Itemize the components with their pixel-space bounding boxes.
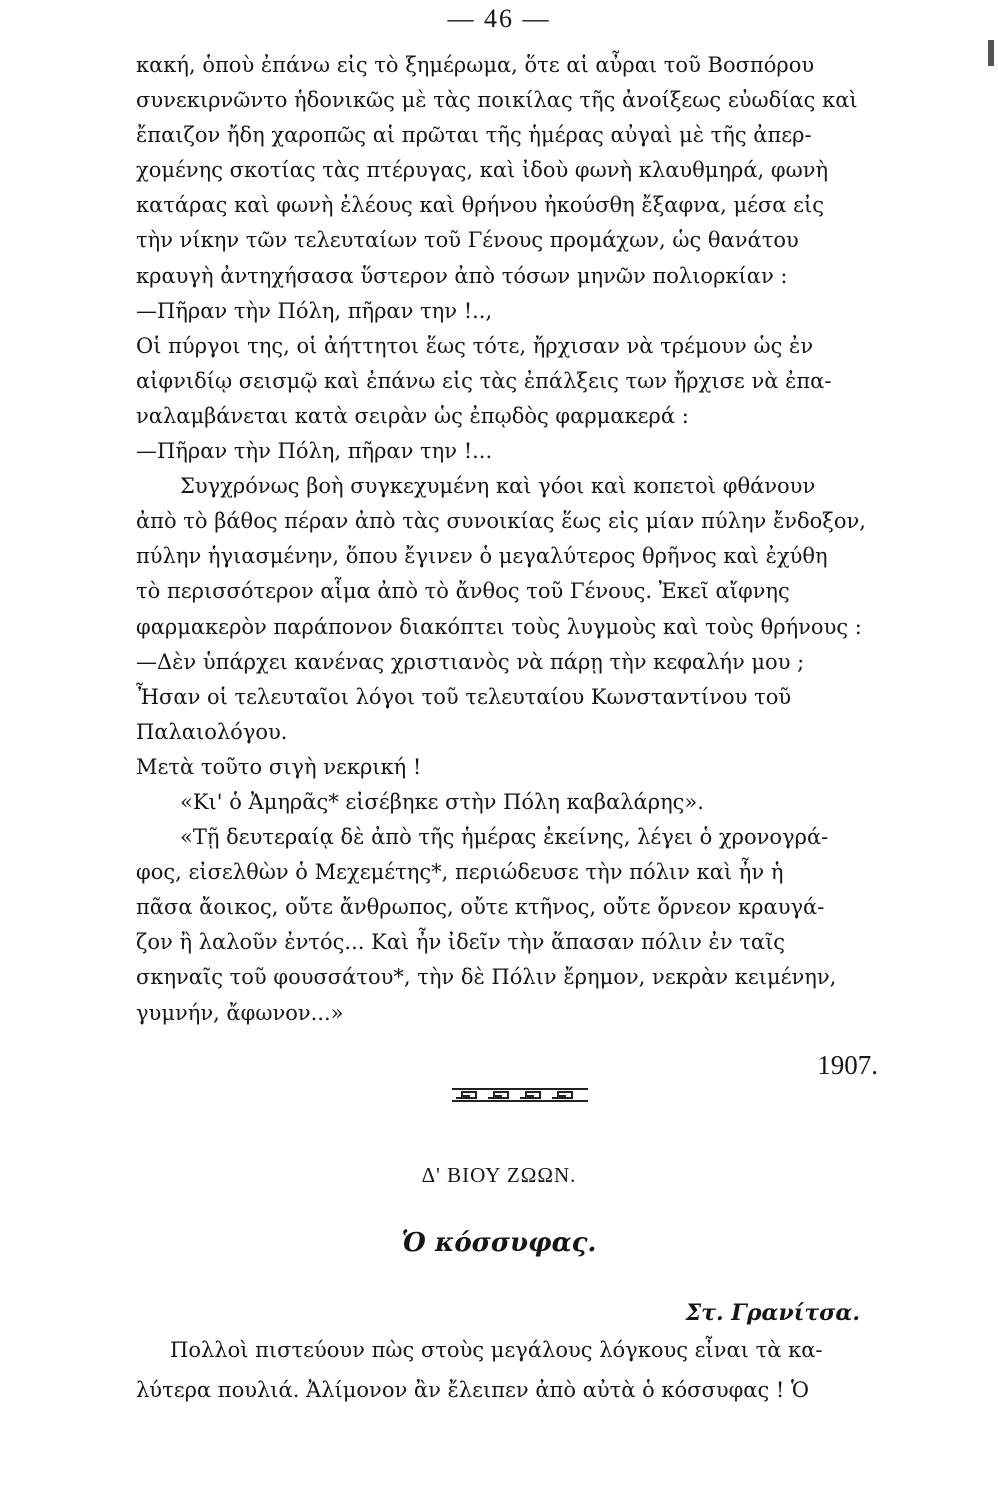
- text-line: γυμνήν, ἄφωνον...»: [136, 1000, 344, 1025]
- text-line: Παλαιολόγου.: [136, 719, 288, 744]
- text-line: Οἱ πύργοι της, οἱ ἀήττητοι ἕως τότε, ἤρχισαν νὰ τρέμουν ὡς ἐν: [136, 333, 814, 358]
- text-line: Πολλοὶ πιστεύουν πὼς στοὺς μεγάλους λόγκους εἶναι τὰ κα-: [170, 1338, 823, 1362]
- text-line: Ἦσαν οἱ τελευταῖοι λόγοι τοῦ τελευταίου Κωνσταντίνου τοῦ: [136, 684, 792, 709]
- text-line: ἔπαιζον ἤδη χαροπῶς αἱ πρῶται τῆς ἡμέρας αὐγαὶ μὲ τῆς ἀπερ-: [136, 123, 812, 148]
- text-line: κατάρας καὶ φωνὴ ἐλέους καὶ θρήνου ἠκούσθη ἔξαφνα, μέσα εἰς: [136, 193, 825, 218]
- author-name: Στ. Γρανίτσα.: [685, 1300, 860, 1326]
- text-line: σκηναῖς τοῦ φουσσάτου*, τὴν δὲ Πόλιν ἔρημον, νεκρὰν κειμένην,: [136, 965, 837, 990]
- text-line: Μετὰ τοῦτο σιγὴ νεκρική !: [136, 754, 422, 779]
- text-line: χομένης σκοτίας τὰς πτέρυγας, καὶ ἰδοὺ φωνὴ κλαυθμηρά, φωνὴ: [136, 158, 829, 183]
- text-line: κακή, ὁποὺ ἐπάνω εἰς τὸ ξημέρωμα, ὅτε αἱ αὖραι τοῦ Βοσπόρου: [136, 53, 815, 77]
- text-line: —Πῆραν τὴν Πόλη, πῆραν την !...: [136, 439, 493, 464]
- text-line: φαρμακερὸν παράπονον διακόπτει τοὺς λυγμοὺς καὶ τοὺς θρήνους :: [136, 614, 862, 639]
- text-line: φος, εἰσελθὼν ὁ Μεχεμέτης*, περιώδευσε τὴν πόλιν καὶ ἦν ἡ: [136, 860, 784, 885]
- text-line: λύτερα πουλιά. Ἀλίμονον ἂν ἔλειπεν ἀπὸ αὐτὰ ὁ κόσσυφας ! Ὁ: [136, 1378, 810, 1402]
- text-line: αἰφνιδίῳ σεισμῷ καὶ ἐπάνω εἰς τὰς ἐπάλξεις των ἤρχισε νὰ ἐπα-: [136, 368, 832, 393]
- text-line: ναλαμβάνεται κατὰ σειρὰν ὡς ἐπῳδὸς φαρμακερά :: [136, 403, 689, 428]
- text-line: «Κι' ὁ Ἀμηρᾶς* εἰσέβηκε στὴν Πόλη καβαλάρης».: [180, 789, 704, 814]
- edge-mark: [988, 40, 994, 66]
- text-line: «Τῇ δευτεραίᾳ δὲ ἀπὸ τῆς ἡμέρας ἐκείνης, λέγει ὁ χρονογρά-: [180, 825, 829, 850]
- text-line: ἀπὸ τὸ βάθος πέραν ἀπὸ τὰς συνοικίας ἕως εἰς μίαν πύλην ἔνδοξον,: [136, 509, 866, 534]
- section-heading: Δ' ΒΙΟΥ ΖΩΩΝ.: [421, 1163, 577, 1187]
- text-line: κραυγὴ ἀντηχήσασα ὕστερον ἀπὸ τόσων μηνῶν πολιορκίαν :: [136, 263, 788, 288]
- article-title: Ὁ κόσσυφας.: [401, 1228, 597, 1258]
- text-line: —Πῆραν τὴν Πόλη, πῆραν την !..,: [136, 298, 493, 323]
- text-line: —Δὲν ὑπάρχει κανένας χριστιανὸς νὰ πάρῃ τὴν κεφαλήν μου ;: [136, 649, 805, 674]
- article-opening: [136, 1322, 910, 1410]
- date: 1907.: [817, 1050, 878, 1080]
- text-line: τὴν νίκην τῶν τελευταίων τοῦ Γένους προμάχων, ὡς θανάτου: [136, 228, 799, 253]
- page-number: — 46 —: [447, 4, 551, 33]
- text-line: πύλην ἡγιασμένην, ὅπου ἔγινεν ὁ μεγαλύτερος θρῆνος καὶ ἐχύθη: [136, 544, 828, 569]
- main-text: [136, 48, 926, 1031]
- text-line: Συγχρόνως βοὴ συγκεχυμένη καὶ γόοι καὶ κοπετοὶ φθάνουν: [180, 474, 816, 499]
- text-line: πᾶσα ἄοικος, οὔτε ἄνθρωπος, οὔτε κτῆνος, οὔτε ὄρνεον κραυγά-: [136, 895, 825, 920]
- greek-key-ornament: [452, 1087, 588, 1103]
- text-line: συνεκιρνῶντο ἡδονικῶς μὲ τὰς ποικίλας τῆς ἀνοίξεως εὐωδίας καὶ: [136, 88, 858, 113]
- text-line: τὸ περισσότερον αἷμα ἀπὸ τὸ ἄνθος τοῦ Γένους. Ἐκεῖ αἴφνης: [136, 579, 790, 604]
- text-line: ζον ἢ λαλοῦν ἐντός... Καὶ ἦν ἰδεῖν τὴν ἅπασαν πόλιν ἐν ταῖς: [136, 930, 786, 955]
